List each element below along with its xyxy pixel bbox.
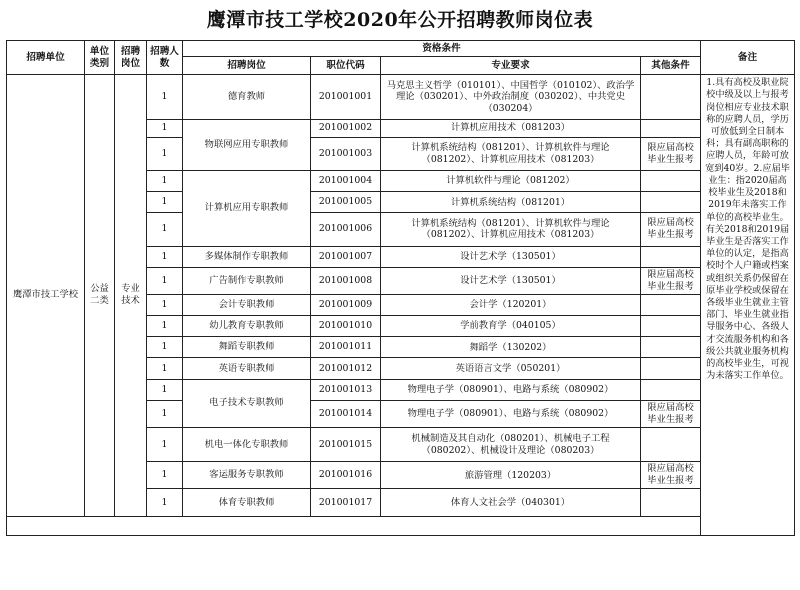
other-cell — [641, 294, 701, 315]
major-cell: 学前教育学（040105） — [381, 316, 641, 337]
post-cell: 幼儿教育专职教师 — [183, 316, 311, 337]
code-cell: 201001005 — [311, 192, 381, 213]
count-cell: 1 — [147, 137, 183, 170]
code-cell: 201001008 — [311, 267, 381, 294]
count-cell: 1 — [147, 400, 183, 427]
major-cell: 体育人文社会学（040301） — [381, 489, 641, 516]
code-cell: 201001003 — [311, 137, 381, 170]
major-cell: 设计艺术学（130501） — [381, 246, 641, 267]
post-cell: 多媒体制作专职教师 — [183, 246, 311, 267]
header-post-category: 招聘岗位 — [115, 41, 147, 75]
code-cell: 201001012 — [311, 358, 381, 379]
count-cell: 1 — [147, 358, 183, 379]
post-cell: 德育教师 — [183, 75, 311, 119]
code-cell: 201001013 — [311, 379, 381, 400]
count-cell: 1 — [147, 171, 183, 192]
code-cell: 201001015 — [311, 427, 381, 461]
major-cell: 会计学（120201） — [381, 294, 641, 315]
code-cell: 201001014 — [311, 400, 381, 427]
count-cell: 1 — [147, 462, 183, 489]
header-unit: 招聘单位 — [7, 41, 85, 75]
major-cell: 英语语言文学（050201） — [381, 358, 641, 379]
code-cell: 201001001 — [311, 75, 381, 119]
major-cell: 旅游管理（120203） — [381, 462, 641, 489]
other-cell — [641, 246, 701, 267]
notes-cell — [701, 75, 795, 536]
code-cell: 201001010 — [311, 316, 381, 337]
code-cell: 201001002 — [311, 119, 381, 137]
count-cell: 1 — [147, 489, 183, 516]
code-cell: 201001009 — [311, 294, 381, 315]
count-cell: 1 — [147, 337, 183, 358]
major-cell: 计算机系统结构（081201） — [381, 192, 641, 213]
post-cell: 客运服务专职教师 — [183, 462, 311, 489]
notes-text: 1.具有高校及职业院校中级及以上与报考岗位相应专业技术职称的应聘人员，学历可放低到全日制本科；具有副高职称的应聘人员，年龄可放宽到40岁。2.应届毕业生：指2020届高校毕业生及2018和2019年未落实工作单位的高校毕业生。有关2018和2019届毕业生是否落实工作单位的认定，是指高校时个人户籍或档案或组织关系仍保留在原毕业学校或保留在各级毕业生就业主管部门、毕业生就业指导服务中心、各级人才交流服务机构和各级公共就业服务机构的高校毕业生，可视为未落实工作单位。 — [705, 77, 790, 382]
count-cell: 1 — [147, 294, 183, 315]
table-row — [7, 75, 795, 119]
unit-type-cell: 公益二类 — [85, 75, 115, 516]
code-cell: 201001016 — [311, 462, 381, 489]
blank-row — [7, 516, 795, 535]
other-cell — [641, 75, 701, 119]
code-cell: 201001007 — [311, 246, 381, 267]
other-cell — [641, 337, 701, 358]
post-cell: 英语专职教师 — [183, 358, 311, 379]
major-cell: 计算机系统结构（081201）、计算机软件与理论（081202）、计算机应用技术（081203） — [381, 137, 641, 170]
count-cell: 1 — [147, 267, 183, 294]
count-cell: 1 — [147, 213, 183, 246]
count-cell: 1 — [147, 119, 183, 137]
header-code: 职位代码 — [311, 57, 381, 75]
unit-cell: 鹰潭市技工学校 — [7, 75, 85, 516]
other-cell: 限应届高校毕业生报考 — [641, 213, 701, 246]
other-cell: 限应届高校毕业生报考 — [641, 267, 701, 294]
post-category-cell: 专业技术 — [115, 75, 147, 516]
code-cell: 201001006 — [311, 213, 381, 246]
code-cell: 201001017 — [311, 489, 381, 516]
count-cell: 1 — [147, 246, 183, 267]
other-cell: 限应届高校毕业生报考 — [641, 400, 701, 427]
other-cell — [641, 171, 701, 192]
post-cell: 机电一体化专职教师 — [183, 427, 311, 461]
other-cell — [641, 192, 701, 213]
post-cell: 广告制作专职教师 — [183, 267, 311, 294]
major-cell: 计算机系统结构（081201）、计算机软件与理论（081202）、计算机应用技术（081203） — [381, 213, 641, 246]
major-cell: 马克思主义哲学（010101）、中国哲学（010102）、政治学理论（030201）、中外政治制度（030202）、中共党史（030204） — [381, 75, 641, 119]
other-cell — [641, 119, 701, 137]
header-notes: 备注 — [701, 41, 795, 75]
post-cell: 会计专职教师 — [183, 294, 311, 315]
major-cell: 机械制造及其自动化（080201）、机械电子工程（080202）、机械设计及理论（080203） — [381, 427, 641, 461]
major-cell: 物理电子学（080901）、电路与系统（080902） — [381, 379, 641, 400]
header-qualification: 资格条件 — [183, 41, 701, 57]
other-cell — [641, 427, 701, 461]
post-cell: 计算机应用专职教师 — [183, 171, 311, 247]
other-cell — [641, 489, 701, 516]
code-cell: 201001004 — [311, 171, 381, 192]
page-title: 鹰潭市技工学校2020年公开招聘教师岗位表 — [206, 9, 594, 31]
other-cell — [641, 358, 701, 379]
count-cell: 1 — [147, 75, 183, 119]
count-cell: 1 — [147, 316, 183, 337]
header-other: 其他条件 — [641, 57, 701, 75]
major-cell: 舞蹈学（130202） — [381, 337, 641, 358]
count-cell: 1 — [147, 379, 183, 400]
major-cell: 计算机软件与理论（081202） — [381, 171, 641, 192]
post-cell: 体育专职教师 — [183, 489, 311, 516]
other-cell — [641, 379, 701, 400]
header-post: 招聘岗位 — [183, 57, 311, 75]
count-cell: 1 — [147, 427, 183, 461]
major-cell: 计算机应用技术（081203） — [381, 119, 641, 137]
header-count: 招聘人数 — [147, 41, 183, 75]
major-cell: 物理电子学（080901）、电路与系统（080902） — [381, 400, 641, 427]
header-major: 专业要求 — [381, 57, 641, 75]
post-cell: 舞蹈专职教师 — [183, 337, 311, 358]
header-row-1 — [7, 41, 795, 57]
count-cell: 1 — [147, 192, 183, 213]
major-cell: 设计艺术学（130501） — [381, 267, 641, 294]
other-cell: 限应届高校毕业生报考 — [641, 137, 701, 170]
blank-cell — [7, 516, 701, 535]
other-cell: 限应届高校毕业生报考 — [641, 462, 701, 489]
recruitment-table — [6, 40, 795, 536]
other-cell — [641, 316, 701, 337]
post-cell: 物联网应用专职教师 — [183, 119, 311, 170]
code-cell: 201001011 — [311, 337, 381, 358]
post-cell: 电子技术专职教师 — [183, 379, 311, 427]
header-unit-type: 单位类别 — [85, 41, 115, 75]
